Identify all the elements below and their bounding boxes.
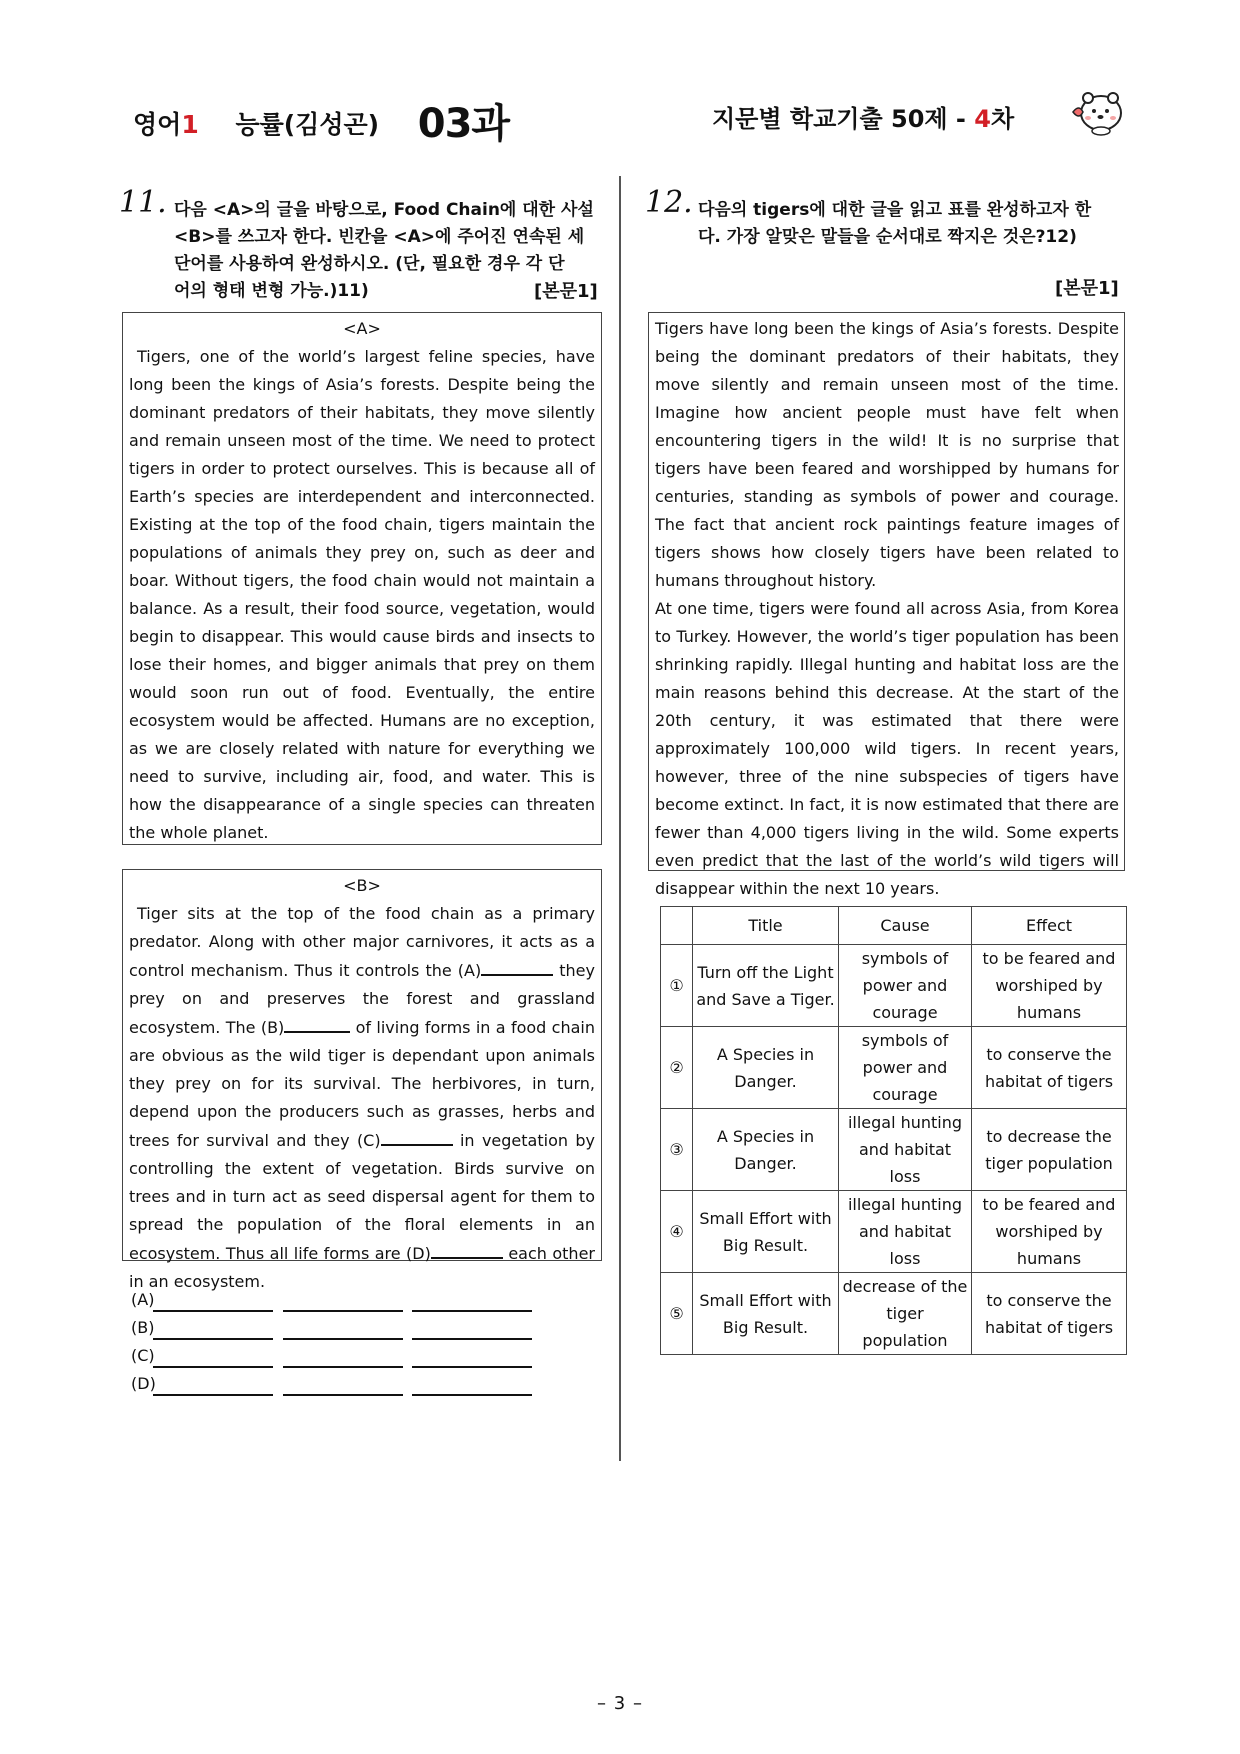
title-cell: Turn off the Light and Save a Tiger. (693, 945, 839, 1027)
effect-cell: to be feared and worshiped by humans (972, 945, 1127, 1027)
answer-label: (D) (131, 1374, 156, 1393)
passage-b-seg: each other in an ecosystem. (129, 1244, 595, 1291)
source-tag: [본문1] (1055, 278, 1119, 299)
lesson-label: 03과 (417, 101, 510, 147)
answer-label: (C) (131, 1346, 155, 1365)
choice-number: ② (661, 1027, 693, 1109)
passage-b-box (122, 869, 602, 1291)
cause-cell: illegal hunting and habitat loss (839, 1191, 972, 1273)
table-row[interactable] (661, 1191, 1127, 1273)
cause-cell: symbols of power and courage (839, 945, 972, 1027)
passage-b-seg: of living forms in a food chain are obvious as the wild tiger is dependant upon animals they prey on for its survival. The herbivores, in turn, depend upon the producers such as grasses, herbs and trees for survival and they (C) (129, 1018, 595, 1150)
series-number: 4 (974, 105, 991, 133)
question-number: 11. (119, 185, 167, 220)
prompt-line: 어의 형태 변형 가능.)11) (174, 281, 369, 301)
blank-a (481, 956, 553, 976)
blank-b (284, 1013, 350, 1033)
effect-cell: to be feared and worshiped by humans (972, 1191, 1127, 1273)
passage-b-seg: they prey on and preserves the forest and grassland ecosystem. The (B) (129, 961, 595, 1037)
table-row[interactable] (661, 945, 1127, 1027)
series-title (712, 99, 1014, 134)
subject-number: 1 (181, 110, 199, 139)
prompt-line: 단어를 사용하여 완성하시오. (단, 필요한 경우 각 단 (174, 254, 565, 274)
answer-line[interactable] (283, 1394, 403, 1396)
blank-c (381, 1126, 453, 1146)
answer-line[interactable] (153, 1338, 273, 1340)
answer-label: (A) (131, 1290, 155, 1309)
choice-number: ⑤ (661, 1273, 693, 1355)
effect-cell: to decrease the tiger population (972, 1109, 1127, 1191)
passage-paragraph-1: Tigers have long been the kings of Asia’s forests. Despite being the dominant predators of their habitats, they move silently and remain unseen most of the time. Imagine how ancient people must have felt when encountering tigers in the wild! It is no surprise that tigers have been feared and worshipped by humans for centuries, standing as symbols of power and courage. The fact that ancient rock paintings feature images of tigers shows how closely tigers have been related to humans throughout history. (655, 319, 1119, 590)
column-divider (619, 176, 621, 1461)
question-number: 12. (645, 185, 693, 220)
answer-line[interactable] (412, 1338, 532, 1340)
blank-d (431, 1239, 503, 1259)
title-cell: Small Effort with Big Result. (693, 1191, 839, 1273)
title-cell: A Species in Danger. (693, 1109, 839, 1191)
header-title (133, 88, 509, 145)
answer-line[interactable] (283, 1310, 403, 1312)
passage-a-title: <A> (343, 319, 381, 338)
page-number: – 3 – (597, 1693, 643, 1714)
question-12-header (645, 185, 1125, 307)
series-prefix: 지문별 학교기출 50제 - (712, 105, 975, 133)
passage-b-title: <B> (343, 876, 381, 895)
answer-line[interactable] (283, 1366, 403, 1368)
bear-mascot-icon (1071, 86, 1127, 136)
prompt-line: <B>를 쓰고자 한다. 빈칸을 <A>에 주어진 연속된 세 (174, 227, 585, 247)
question-11-header (119, 185, 599, 307)
answer-line[interactable] (412, 1366, 532, 1368)
header-cell: Cause (839, 907, 972, 945)
answer-line[interactable] (412, 1310, 532, 1312)
choice-number: ③ (661, 1109, 693, 1191)
answer-line[interactable] (153, 1366, 273, 1368)
prompt-line: 다. 가장 알맞은 말들을 순서대로 짝지은 것은?12) (698, 227, 1077, 247)
cause-cell: symbols of power and courage (839, 1027, 972, 1109)
answer-line[interactable] (153, 1310, 273, 1312)
header-cell: Effect (972, 907, 1127, 945)
choice-number: ④ (661, 1191, 693, 1273)
passage-b-text (129, 900, 595, 1296)
publisher-label: 능률(김성곤) (235, 110, 380, 139)
title-cell: A Species in Danger. (693, 1027, 839, 1109)
passage-paragraph-2: At one time, tigers were found all across Asia, from Korea to Turkey. However, the world’s tiger population has been shrinking rapidly. Illegal hunting and habitat loss are the main reasons behind this decrease. At the start of the 20th century, it was estimated that there were approximately 100,000 wild tigers. In recent years, however, three of the nine subspecies of tigers have become extinct. In fact, it is now estimated that there are fewer than 4,000 tigers living in the wild. Some experts even predict that the last of the world’s wild tigers will disappear within the next 10 years. (655, 599, 1119, 898)
title-cell: Small Effort with Big Result. (693, 1273, 839, 1355)
subject-label: 영어 (133, 110, 182, 139)
answer-choices-table (660, 906, 1127, 1355)
passage-b-seg: in vegetation by controlling the extent of vegetation. Birds survive on trees and in turn act as seed dispersal agent for them to spread the population of the floral elements in an ecosystem. Thus all life forms are (D) (129, 1131, 596, 1263)
series-suffix: 차 (990, 105, 1015, 133)
answer-line[interactable] (412, 1394, 532, 1396)
table-row[interactable] (661, 1027, 1127, 1109)
table-header-row (661, 907, 1127, 945)
effect-cell: to conserve the habitat of tigers (972, 1027, 1127, 1109)
header-cell: Title (693, 907, 839, 945)
passage-box (648, 312, 1125, 898)
table-row[interactable] (661, 1273, 1127, 1355)
answer-line[interactable] (283, 1338, 403, 1340)
passage-a-box (122, 312, 602, 845)
header-cell (661, 907, 693, 945)
passage-a-text: Tigers, one of the world’s largest feline species, have long been the kings of Asia’s forests. Despite being the dominant predators of their habitats, they move silently and remain unseen most of the time. We need to protect tigers in order to protect ourselves. This is because all of Earth’s species are interdependent and interconnected. Existing at the top of the food chain, tigers maintain the populations of animals they prey on, such as deer and boar. Without tigers, the food chain would not maintain a balance. As a result, their food source, vegetation, would begin to disappear. This would cause birds and insects to lose their homes, and bigger animals that prey on them would soon run out of food. Eventually, the entire ecosystem would be affected. Humans are no exception, as we are closely related with nature for everything we need to survive, including air, food, and water. This is how the disappearance of a single species can threaten the whole planet. (129, 347, 595, 842)
cause-cell: decrease of the tiger population (839, 1273, 972, 1355)
choice-number: ① (661, 945, 693, 1027)
prompt-line: 다음 <A>의 글을 바탕으로, Food Chain에 대한 사설 (174, 200, 594, 220)
passage-b-seg: Tiger sits at the top of the food chain as a primary predator. Along with other major carnivores, it acts as a control mechanism. Thus it controls the (A) (129, 904, 595, 980)
cause-cell: illegal hunting and habitat loss (839, 1109, 972, 1191)
table-row[interactable] (661, 1109, 1127, 1191)
source-tag: [본문1] (534, 281, 598, 302)
answer-label: (B) (131, 1318, 155, 1337)
prompt-line: 다음의 tigers에 대한 글을 읽고 표를 완성하고자 한 (698, 200, 1092, 220)
answer-line[interactable] (153, 1394, 273, 1396)
effect-cell: to conserve the habitat of tigers (972, 1273, 1127, 1355)
